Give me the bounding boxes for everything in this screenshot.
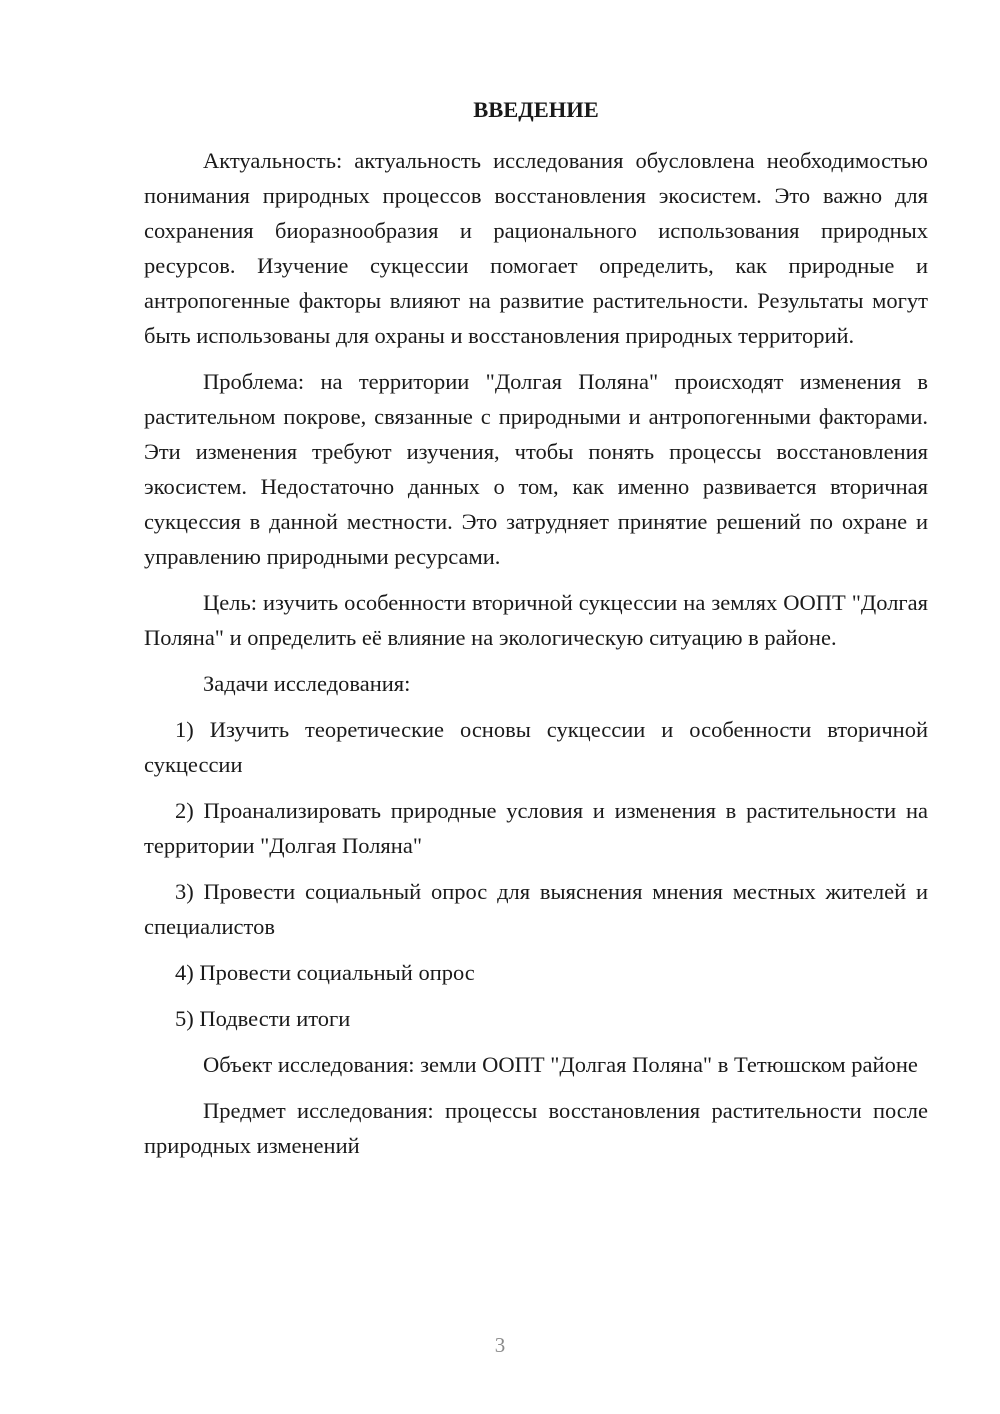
task-item-3: 3) Провести социальный опрос для выяснения мнения местных жителей и специалистов [144,879,928,939]
section-title: ВВЕДЕНИЕ [473,97,599,122]
paragraph-subject: Предмет исследования: процессы восстановления растительности после природных изменений [144,1098,928,1158]
task-item-2: 2) Проанализировать природные условия и изменения в растительности на территории "Долгая Поляна" [144,798,928,858]
task-item-1: 1) Изучить теоретические основы сукцессии и особенности вторичной сукцессии [144,717,928,777]
document-page [144,92,928,1174]
paragraph-problem: Проблема: на территории "Долгая Поляна" происходят изменения в растительном покрове, связанные с природными и антропогенными факторами. Эти изменения требуют изучения, чтобы понять процессы восстановления экосистем. Недостаточно данных о том, как именно развивается вторичная сукцессия в данной местности. Это затрудняет принятие решений по охране и управлению природными ресурсами. [144,369,928,569]
task-item-5: 5) Подвести итоги [175,1006,351,1031]
paragraph-object: Объект исследования: земли ООПТ "Долгая Поляна" в Тетюшском районе [203,1052,918,1077]
paragraph-tasks-heading: Задачи исследования: [203,671,411,696]
paragraph-relevance: Актуальность: актуальность исследования обусловлена необходимостью понимания природных процессов восстановления экосистем. Это важно для сохранения биоразнообразия и рационального использования природных ресурсов. Изучение сукцессии помогает определить, как природные и антропогенные факторы влияют на развитие растительности. Результаты могут быть использованы для охраны и восстановления природных территорий. [144,148,928,348]
paragraph-goal: Цель: изучить особенности вторичной сукцессии на землях ООПТ "Долгая Поляна" и определить её влияние на экологическую ситуацию в районе. [144,590,928,650]
task-item-4: 4) Провести социальный опрос [175,960,475,985]
page-number: 3 [494,1333,506,1357]
